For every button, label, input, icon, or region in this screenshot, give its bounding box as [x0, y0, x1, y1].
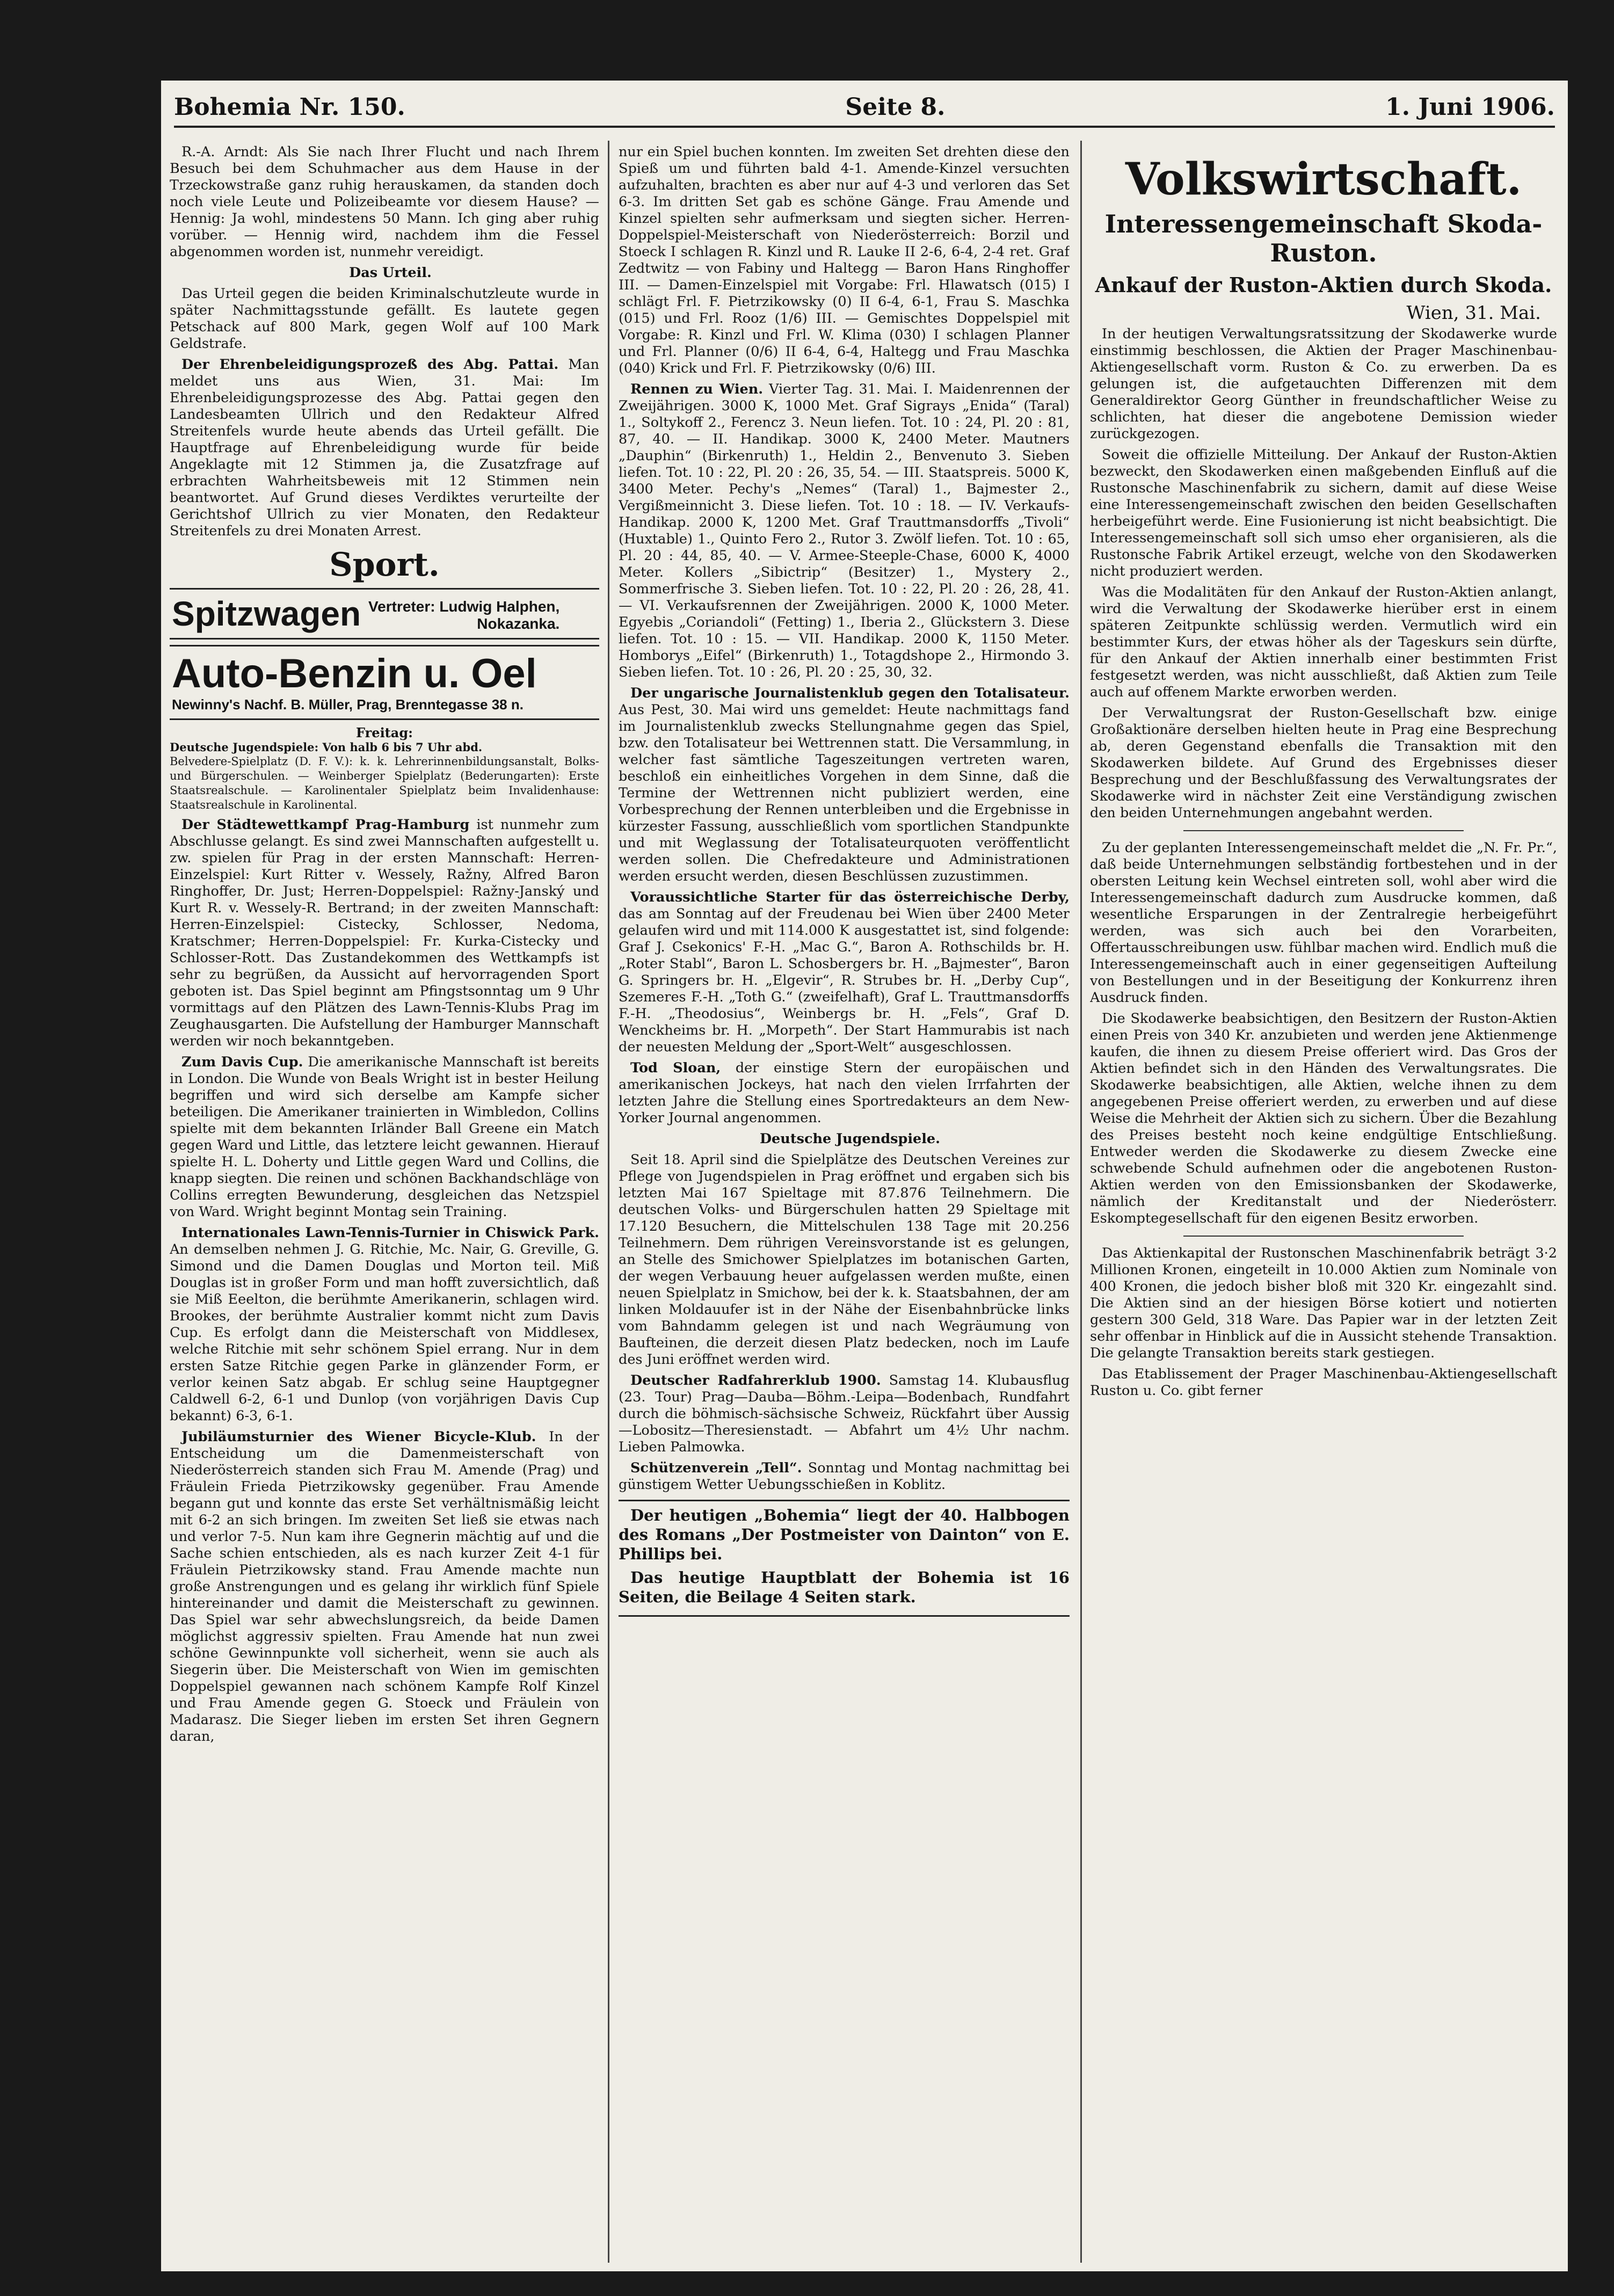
article-rennen: Rennen zu Wien. Vierter Tag. 31. Mai. I. Maidenrennen der Zweijährigen. 3000 K, 1000 Met. Graf Sigrays „Enida“ (Taral) 1., Soltykoff 2., Ferencz 3. Neun liefen. Tot. 10 : 24, Pl. 20 : 81, 87, 40. — II. Handikap. 3000 K, 2400 Meter. Mautners „Dauphin“ (Birkenruth) 1., Heldin 2., Benvenuto 3. Sieben liefen. Tot. 10 : 22, Pl. 20 : 26, 35, 54. — III. Staatspreis. 5000 K, 3400 Meter. Pechy's „Nemes“ (Taral) 1., Bajmester 2., Vergißmeinnicht 3. Diese liefen. Tot. 10 : 18. — IV. Verkaufs-Handikap. 2000 K, 1200 Met. Graf Trauttmansdorffs „Tivoli“ (Huxtable) 1., Quinto Fero 2., Rutor 3. Zwölf liefen. Tot. 10 : 65, Pl. 20 : 44, 85, 40. — V. Armee-Steeple-Chase, 6000 K, 4000 Meter. Kollers „Sibictrip“ (Besitzer) 1., Mystery 2., Sommerfrische 3. Sieben liefen. Tot. 10 : 22, Pl. 20 : 26, 28, 41. — VI. Verkaufsrennen der Zweijährigen. 2000 K, 1000 Meter. Egyebis „Coriandoli“ (Fetting) 1., Iberia 2., Glückstern 3. Diese liefen. Tot. 10 : 15. — VII. Handikap. 2000 K, 1150 Meter. Homborys „Eifel“ (Birkenruth) 1., Totagdshope 2., Hirmondo 3. Sieben liefen. Tot. 10 : 26, Pl. 20 : 25, 30, 32.: [619, 381, 1070, 680]
program-title: Freitag:: [356, 725, 413, 740]
article-jubilaeum: Jubiläumsturnier des Wiener Bicycle-Klub. In der Entscheidung um die Damenmeisterschaft von Niederösterreich standen sich Frau M. Amende (Prag) und Fräulein Frieda Pietrzikowsky gegenüber. Frau Amende begann gut und konnte das erste Set verhältnismäßig leicht mit 6-2 an sich bringen. Im zweiten Set ließ sie etwas nach und verlor 7-5. Nun kam ihre Gegnerin mächtig auf und die Sache schien entschieden, als es nach kurzer Zeit 4-1 für Fräulein Pietrzikowsky stand. Frau Amende machte nun große Anstrengungen und es gelang ihr wirklich fünf Spiele hintereinander und damit die Meisterschaft zu gewinnen. Das Spiel war sehr abwechslungsreich, da beide Damen möglichst aggressiv spielten. Frau Amende hat nun zwei schöne Gewinnpunkte voll sicherheit, wenn sie auch als Siegerin über. Die Meisterschaft von Wien im gemischten Doppelspiel gewannen nach schönem Kampfe Rolf Kinzel und Frau Amende gegen G. Stoeck und Fräulein von Madarasz. Die Sieger lieben im ersten Set ihren Gegnern daran,: [170, 1429, 599, 1745]
article-jugendspiele: Seit 18. April sind die Spielplätze des Deutschen Vereines zur Pflege von Jugendspielen in Prag eröffnet und ergaben sich bis letzten Mai 167 Spieltage mit 87.876 Teilnehmern. Die deutschen Volks- und Bürgerschulen hatten 29 Spieltage mit 17.120 Besuchern, die Mittelschulen 138 Tage mit 20.256 Teilnehmern. Dem rührigen Vereinsvorstande ist es gelungen, an Stelle des Smichower Spielplatzes im botanischen Garten, der wegen Verbauung heuer aufgelassen werden mußte, einen neuen Spielplatz in Smichow, bei der k. k. Staatsbahnen, der am linken Moldauufer ist in der Nähe der Eisenbahnbrücke links vom Bahndamm gelegen ist und nach Wegräumung von Baufteinen, die derzeit diesen Platz bedecken, noch im Laufe des Juni eröffnet werden wird.: [619, 1152, 1070, 1368]
article-skoda-p7: Das Aktienkapital der Rustonschen Maschinenfabrik beträgt 3·2 Millionen Kronen, eingeteilt in 10.000 Aktien zum Nominale von 400 Kronen, die jedoch bisher bloß mit 320 Kr. eingezahlt sind. Die Aktien sind an der hiesigen Börse kotiert und notierten gestern 300 Geld, 318 Ware. Das Papier war in der letzten Zeit sehr offenbar in Hinblick auf die in Aussicht stehende Transaktion. Die gelangte Transaktion bereits stark gestiegen.: [1090, 1245, 1557, 1361]
ad-rep-label: Vertreter:: [368, 598, 435, 615]
article-radfahrer: Deutscher Radfahrerklub 1900. Samstag 14. Klubausflug (23. Tour) Prag—Dauba—Böhm.-Leipa—Bodenbach, Rundfahrt durch die böhmisch-sächsische Schweiz, Rückfahrt über Aussig—Lobositz—Theresienstadt. — Abfahrt um 4½ Uhr nachm. Lieben Palmowka.: [619, 1372, 1070, 1455]
article-skoda-p4: Der Verwaltungsrat der Ruston-Gesellschaft bzw. einige Großaktionäre derselben hielten heute in Prag eine Besprechung ab, deren Gegenstand ebenfalls die Transaktion mit den Skodawerken bildete. Auf Grund des Ergebnisses dieser Besprechung und der Beschlußfassung des Verwaltungsrates der Skodawerke wird in nächster Zeit eine Verständigung zwischen den beiden Unternehmungen angebahnt werden.: [1090, 705, 1557, 821]
ad-benzin: [170, 645, 599, 720]
article-trial-testimony: R.-A. Arndt: Als Sie nach Ihrer Flucht und nach Ihrem Besuch bei dem Schuhmacher aus dem Hause in der Trzeckowstraße ganz ruhig herauskamen, da standen doch noch viele Leute und Polizeibeamte vor diesem Hause? — Hennig: Ja wohl, mindestens 50 Mann. Ich ging aber ruhig vorüber. — Hennig wird, nachdem ihm die Fessel abgenommen worden ist, nunmehr vereidigt.: [170, 144, 599, 260]
column-2: [619, 144, 1070, 2263]
headline-pattai: Der Ehrenbeleidigungsprozeß des Abg. Pattai.: [181, 357, 559, 373]
ad-spitzwagen-rep: [368, 598, 559, 633]
headline-rennen: Rennen zu Wien.: [630, 381, 764, 397]
notice-box: [619, 1500, 1070, 1617]
ad-rep-place: Nokazanka.: [477, 615, 560, 632]
article-chiswick: Internationales Lawn-Tennis-Turnier in Chiswick Park. An demselben nehmen J. G. Ritchie, Mc. Nair, G. Greville, G. Simond und die Damen Douglas und Morton teil. Miß Douglas ist in großer Form und man hofft zuversichtlich, daß sie Miß Eeelton, die berühmte Amerikanerin, schlagen wird. Brookes, der berühmte Australier kommt nicht zum Davis Cup. Es erfolgt dann die Meisterschaft von Middlesex, welche Ritchie mit sehr schönem Spiel errang. Nur in dem ersten Satze Ritchie gegen Parke in glänzender Form, er verlor keinen Satz abgab. Er schlug seine Hauptgegner Caldwell 6-2, 6-1 und Dunlop (von vorjährigen Davis Cup bekannt) 6-3, 6-1.: [170, 1225, 599, 1424]
separator: [1183, 830, 1464, 831]
issue-date: 1. Juni 1906.: [1385, 93, 1555, 121]
masthead: [174, 88, 1555, 128]
headline-jugendspiele: Deutsche Jugendspiele.: [759, 1131, 941, 1147]
headline-radfahrer: Deutscher Radfahrerklub 1900.: [630, 1372, 881, 1389]
section-title-volkswirtschaft: Volkswirtschaft.: [1125, 154, 1522, 205]
column-rule: [1080, 141, 1082, 2263]
ad-rep-name: Ludwig Halphen,: [439, 598, 560, 615]
page-number: Seite 8.: [845, 93, 946, 121]
article-skoda-p8: Das Etablissement der Prager Maschinenbau-Aktiengesellschaft Ruston u. Co. gibt ferner: [1090, 1366, 1557, 1399]
article-skoda-p2: Soweit die offizielle Mitteilung. Der Ankauf der Ruston-Aktien bezweckt, den Skodawerken einen maßgebenden Einfluß auf die Rustonsche Maschinenfabrik zu sichern, damit auf diese Weise eine Interessengemeinschaft zwischen den beiden Gesellschaften herbeigeführt werde. Eine Fusionierung ist nicht beabsichtigt. Die Interessengemeinschaft soll sich umso eher organisieren, als die Rustonsche Fabrik Artikel erzeugt, welche von den Skodawerken nicht produziert werden.: [1090, 447, 1557, 579]
separator: [1183, 1236, 1464, 1237]
section-title-sport: Sport.: [329, 546, 440, 584]
article-journalistenklub: Der ungarische Journalistenklub gegen den Totalisateur. Aus Pest, 30. Mai wird uns gemeldet: Heute nachmittags fand im Journalistenklub zwecks Stellungnahme gegen das Spiel, bzw. den Totalisateur bei Wettrennen statt. Die Versammlung, in welcher fast sämtliche Tageszeitungen vertreten waren, beschloß ein einheitliches Vorgehen in dem Sinne, daß die Termine der Wettrennen nicht publiziert werden, eine Vorbesprechung der Rennen unterbleiben und die Ergebnisse in kürzester Fassung, ausschließlich vom sportlichen Standpunkte und mit Weglassung der Totalisateurquoten veröffentlicht werden sollen. Die Chefredakteure und Administrationen werden ersucht werden, diesen Beschlüssen zuzustimmen.: [619, 685, 1070, 884]
column-3: [1090, 144, 1557, 2263]
ad-spitzwagen-name: Spitzwagen: [172, 594, 361, 633]
column-1: [170, 144, 599, 2263]
column-rule: [608, 141, 609, 2263]
notice-pages: Das heutige Hauptblatt der Bohemia ist 16 Seiten, die Beilage 4 Seiten stark.: [619, 1568, 1070, 1606]
sport-program: [170, 725, 599, 812]
headline-chiswick: Internationales Lawn-Tennis-Turnier in Chiswick Park.: [181, 1225, 599, 1241]
article-schuetzen: Schützenverein „Tell“. Sonntag und Montag nachmittag bei günstigem Wetter Uebungsschießen in Koblitz.: [619, 1460, 1070, 1493]
dateline: Wien, 31. Mai.: [1406, 302, 1541, 324]
subheadline-ankauf: Ankauf der Ruston-Aktien durch Skoda.: [1095, 273, 1552, 297]
article-tennis-cont: nur ein Spiel buchen konnten. Im zweiten Set drehten diese den Spieß um und führten bald 4-1. Amende-Kinzel versuchten aufzuhalten, brachten es aber nur auf 4-3 und verloren das Set 6-3. Im dritten Set gab es schöne Gänge. Frau Amende und Kinzel spielten sehr aufmerksam und siegten sicher. Herren-Doppelspiel-Meisterschaft von Niederösterreich: Borzil und Stoeck I schlagen R. Kinzl und R. Lauke II 2-6, 6-4, 2-4 ret. Graf Zedtwitz — von Fabiny und Haltegg — Baron Hans Ringhoffer III. — Damen-Einzelspiel mit Vorgabe: Frl. Hlawatsch (015) I schlägt Frl. F. Pietrzikowsky (0) II 6-4, 6-1, Frau S. Maschka (015) und Frl. Rooz (1/6) III. — Gemischtes Doppelspiel mit Vorgabe: R. Kinzl und Frl. W. Klima (030) I schlagen Planner und Frl. Planner (0/6) II 6-4, 6-4, Haltegg und Frau Maschka (040) Krick und Frl. F. Pietrzikowsky (0/6) III.: [619, 144, 1070, 376]
article-skoda-p5: Zu der geplanten Interessengemeinschaft meldet die „N. Fr. Pr.“, daß beide Unternehmungen selbständig fortbestehen und in der obersten Leitung kein Wechsel eintreten soll, wohl aber wird die Interessengemeinschaft dadurch zum Ausdrucke kommen, daß wesentliche Ersparungen in der Zentralregie herbeigeführt werden, was sich auch bei den Vorarbeiten, Offertausschreibungen usw. fühlbar machen wird. Endlich muß die Interessengemeinschaft auch in einer gegenseitigen Aufteilung von Bestellungen und in der Beseitigung der Konkurrenz ihren Ausdruck finden.: [1090, 840, 1557, 1006]
article-staedtewettkampf: Der Städtewettkampf Prag-Hamburg ist nunmehr zum Abschlusse gelangt. Es sind zwei Mannschaften aufgestellt u. zw. spielen für Prag in der ersten Mannschaft: Herren-Einzelspiel: Kurt Ritter v. Wessely, Ražny, Alfred Baron Ringhoffer, Dr. Just; Herren-Doppelspiel: Ražny-Janský und Kurt R. v. Wessely-R. Bertrand; in der zweiten Mannschaft: Herren-Einzelspiel: Cistecky, Schlosser, Nedoma, Kratschmer; Herren-Doppelspiel: Fr. Kurka-Cistecky und Schlosser-Rott. Das Zustandekommen des Wettkampfs ist sehr zu begrüßen, da Aussicht auf hervorragenden Sport geboten ist. Das Spiel beginnt am Pfingstsonntag um 9 Uhr vormittags auf den Plätzen des Lawn-Tennis-Klubs Prag im Zeughausgarten. Die Aufstellung der Hamburger Mannschaft werden wir noch bekanntgeben.: [170, 817, 599, 1049]
headline-journalistenklub: Der ungarische Journalistenklub gegen den Totalisateur.: [630, 685, 1070, 701]
headline-verdict: Das Urteil.: [349, 265, 432, 281]
article-skoda-p1: In der heutigen Verwaltungsratssitzung der Skodawerke wurde einstimmig beschlossen, die Aktien der Prager Maschinenbau-Aktiengesellschaft vorm. Ruston & Co. zu erwerben. Da es gelungen ist, die aufgetauchten Differenzen mit dem Generaldirektor Georg Günther in freundschaftlicher Weise zu schlichten, hat dieser die angebotene Demission wieder zurückgezogen.: [1090, 326, 1557, 442]
article-skoda-p3: Was die Modalitäten für den Ankauf der Ruston-Aktien anlangt, wird die Verwaltung der Skodawerke hierüber erst in einem späteren Zeitpunkte schlüssig werden. Vermutlich wird ein bestimmter Kurs, der etwas höher als der Tageskurs sein dürfte, für den Ankauf der Aktien innerhalb einer bestimmten Frist festgesetzt werden, was nicht ausschließt, daß Aktien zum Teile auch auf offenem Markte erworben werden.: [1090, 584, 1557, 700]
headline-sloan: Tod Sloan,: [630, 1060, 721, 1076]
headline-skoda-ruston: Interessengemeinschaft Skoda-Ruston.: [1104, 209, 1543, 267]
program-line-1: Deutsche Jugendspiele: Von halb 6 bis 7 Uhr abd.: [170, 740, 483, 754]
article-sloan: Tod Sloan, der einstige Stern der europäischen und amerikanischen Jockeys, hat nach den vielen Irrfahrten der letzten Jahre die Stellung eines Sportredakteurs an dem New-Yorker Journal angenommen.: [619, 1060, 1070, 1126]
ad-benzin-addr: Prag, Brenntegasse 38 n.: [357, 696, 524, 713]
ad-benzin-name: Auto-Benzin u. Oel: [172, 651, 537, 696]
headline-derby: Voraussichtliche Starter für das österreichische Derby,: [630, 889, 1070, 905]
article-derby: Voraussichtliche Starter für das österreichische Derby, das am Sonntag auf der Freudenau bei Wien über 2400 Meter gelaufen wird und mit 114.000 K ausgestattet ist, sind folgende: Graf J. Csekonics' F.-H. „Mac G.“, Baron A. Rothschilds br. H. „Roter Stabl“, Baron L. Schosbergers br. H. „Bajmester“, Baron G. Springers br. H. „Elgevir“, R. Strubes br. H. „Derby Cup“, Szemeres F.-H. „Toth G.“ (zweifelhaft), Graf L. Trauttmansdorffs F.-H. „Theodosius“, Weinbergs br. H. „Fels“, Graf D. Wenckheims br. H. „Morpeth“. Der Start Hammurabis ist nach der neuesten Meldung der „Sport-Welt“ ausgeschlossen.: [619, 889, 1070, 1055]
article-pattai-text: Man meldet uns aus Wien, 31. Mai: Im Ehrenbeleidigungsprozesse des Abg. Pattai gegen den Landesbeamten Ullrich und den Redakteur Alfred Streitenfels wurde heute abends das Urteil gefällt. Die Hauptfrage auf Ehrenbeleidigung wurde für beide Angeklagte mit 12 Stimmen ja, die Zusatzfrage auf erbrachten Wahrheitsbeweis mit 12 Stimmen nein beantwortet. Auf Grund dieses Verdiktes verurteilte der Gerichtshof Ullrich zu vier Monaten, den Redakteur Streitenfels zu drei Monaten Arrest.: [170, 357, 599, 539]
ad-benzin-firm: Newinny's Nachf. B. Müller,: [172, 696, 353, 713]
article-verdict: Das Urteil gegen die beiden Kriminalschutzleute wurde in später Nachmittagsstunde gefällt. Es lautete gegen Petschack auf 800 Mark, gegen Wolf auf 100 Mark Geldstrafe.: [170, 286, 599, 352]
notice-roman: Der heutigen „Bohemia“ liegt der 40. Halbbogen des Romans „Der Postmeister von Dainton“ von E. Phillips bei.: [619, 1506, 1070, 1563]
article-pattai: [170, 357, 599, 540]
headline-schuetzen: Schützenverein „Tell“.: [630, 1460, 802, 1476]
headline-jubilaeum: Jubiläumsturnier des Wiener Bicycle-Klub.: [181, 1429, 536, 1445]
article-davis-cup: Zum Davis Cup. Die amerikanische Mannschaft ist bereits in London. Die Wunde von Beals Wright ist in bester Heilung begriffen und wird sich derselbe am Kampfe sicher beteiligen. Die Amerikaner trainierten in Wimbledon, Collins spielte mit dem bekannten Irländer Ball Greene ein Match gegen Ward und Little, das letztere leicht gewannen. Hierauf spielte H. L. Doherty und Little gegen Ward und Collins, die knapp siegten. Die reinen und schönen Backhandschläge von Collins erregten Bewunderung, desgleichen das Netzspiel von Ward. Wright beginnt Montag sein Training.: [170, 1054, 599, 1220]
program-line-2: Belvedere-Spielplatz (D. F. V.): k. k. Lehrerinnenbildungsanstalt, Bolks- und Bürgerschulen. — Weinberger Spielplatz (Bederungarten): Erste Staatsrealschule. — Karolinentaler Spielplatz beim Invalidenhause: Staatsrealschule in Karolinental.: [170, 755, 599, 811]
headline-staedtewettkampf: Der Städtewettkampf Prag-Hamburg: [181, 817, 470, 833]
newspaper-page: [161, 81, 1568, 2271]
article-skoda-p6: Die Skodawerke beabsichtigen, den Besitzern der Ruston-Aktien einen Preis von 340 Kr. anzubieten und werden jene Aktienmenge kaufen, die ihnen zu diesem Preise offeriert wird. Das Gros der Aktien befindet sich in den Händen des Verwaltungsrates. Die Skodawerke beabsichtigen, alle Aktien, welche ihnen zu dem angegebenen Preise offeriert werden, zu erwerben und auf diese Weise die Mehrheit der Aktien sich zu sichern. Über die Bezahlung des Preises besteht noch keine endgültige Entschließung. Entweder werden die Skodawerke zu diesem Zwecke eine schwebende Schuld aufnehmen oder die angebotenen Ruston-Aktien werden von den Emissionsbanken der Skodawerke, nämlich der Kreditanstalt und der Niederösterr. Eskomptegesellschaft für den eigenen Besitz erworben.: [1090, 1011, 1557, 1226]
ad-spitzwagen: [170, 588, 599, 640]
issue-number: Bohemia Nr. 150.: [174, 93, 405, 121]
headline-davis-cup: Zum Davis Cup.: [181, 1054, 303, 1070]
